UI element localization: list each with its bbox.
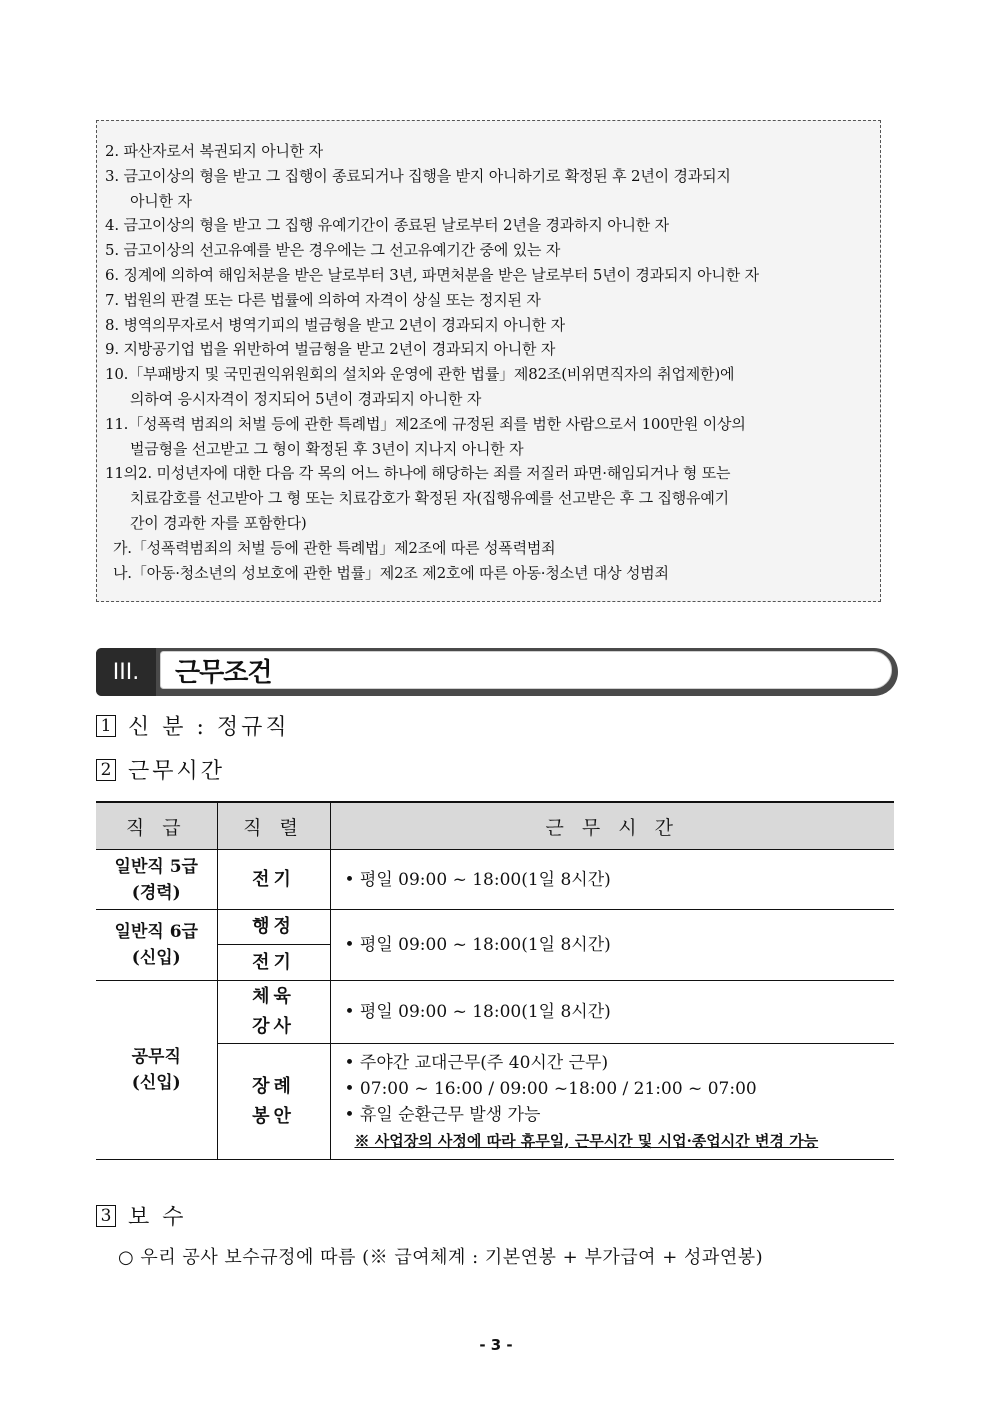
subheading-pay xyxy=(96,1200,187,1231)
subheading-status xyxy=(96,710,290,741)
grade-line: (신입) xyxy=(131,948,181,968)
header-grade: 직 급 xyxy=(96,802,217,850)
job-cell: 전기 xyxy=(217,850,330,910)
list-item: 간이 경과한 자를 포함한다) xyxy=(130,513,307,532)
subheading-hours xyxy=(96,754,225,785)
pay-description: ○ 우리 공사 보수규정에 따름 (※ 급여체계 : 기본연봉 + 부가급여 + 성과연봉) xyxy=(118,1247,764,1268)
list-item: 11의2. 미성년자에 대한 다음 각 목의 어느 하나에 해당하는 죄를 저질러 파면·해임되거나 형 또는 xyxy=(105,464,731,483)
job-line: 체육 xyxy=(252,986,295,1007)
grade-line: (경력) xyxy=(131,882,181,903)
list-item: 5. 금고이상의 선고유예를 받은 경우에는 그 선고유예기간 중에 있는 자 xyxy=(105,241,561,260)
subheading-pay-text: 보 수 xyxy=(128,1205,187,1230)
list-item: 7. 법원의 판결 또는 다른 법률에 의하여 자격이 상실 또는 정지된 자 xyxy=(105,290,541,309)
list-item: 10.「부패방지 및 국민권익위원회의 설치와 운영에 관한 법률」제82조(비위면직자의 취업제한)에 xyxy=(105,365,735,384)
list-item: 벌금형을 선고받고 그 형이 확정된 후 3년이 지나지 아니한 자 xyxy=(130,439,524,458)
number-box: 1 xyxy=(96,715,116,737)
number-box: 3 xyxy=(96,1205,116,1227)
work-hours-table xyxy=(96,801,894,1160)
header-hours: 근 무 시 간 xyxy=(330,802,894,850)
job-line: 장례 xyxy=(252,1075,295,1097)
grade-cell xyxy=(96,910,217,981)
table-row xyxy=(96,981,894,1044)
list-item: 가.「성폭력범죄의 처벌 등에 관한 특례법」제2조에 따른 성폭력범죄 xyxy=(113,538,556,557)
time-line: • 주야간 교대근무(주 40시간 근무) xyxy=(344,1052,609,1073)
section-title-box xyxy=(160,651,892,689)
table-header-row xyxy=(96,802,894,850)
list-item: 6. 징계에 의하여 해임처분을 받은 날로부터 3년, 파면처분을 받은 날로부터 5년이 경과되지 아니한 자 xyxy=(105,265,759,284)
subheading-hours-text: 근무시간 xyxy=(128,759,226,784)
time-cell xyxy=(330,1044,894,1160)
job-cell: 행정 xyxy=(217,910,330,945)
list-item: 나.「아동·청소년의 성보호에 관한 법률」제2조 제2호에 따른 아동·청소년 대상 성범죄 xyxy=(113,563,669,582)
time-line: • 휴일 순환근무 발생 가능 xyxy=(344,1104,541,1125)
list-item: 4. 금고이상의 형을 받고 그 집행 유예기간이 종료된 날로부터 2년을 경과하지 아니한 자 xyxy=(105,216,669,235)
time-line: • 07:00 ~ 16:00 / 09:00 ~18:00 / 21:00 ~ 07:00 xyxy=(344,1078,757,1099)
section-number: III. xyxy=(96,648,156,696)
list-item: 아니한 자 xyxy=(130,191,192,210)
job-line: 봉안 xyxy=(252,1105,295,1127)
table-note: ※ 사업장의 사정에 따라 휴무일, 근무시간 및 시업·종업시간 변경 가능 xyxy=(354,1131,819,1150)
time-cell: • 평일 09:00 ~ 18:00(1일 8시간) xyxy=(330,910,894,981)
grade-cell xyxy=(96,850,217,910)
list-item: 치료감호를 선고받아 그 형 또는 치료감호가 확정된 자(집행유예를 선고받은 후 그 집행유예기 xyxy=(130,489,729,508)
header-job: 직 렬 xyxy=(217,802,330,850)
grade-line: (신입) xyxy=(131,1073,181,1093)
job-cell xyxy=(217,981,330,1044)
page-number: - 3 - xyxy=(479,1336,513,1354)
number-box: 2 xyxy=(96,759,116,781)
grade-line: 공무직 xyxy=(131,1047,181,1067)
disqualification-list-box xyxy=(96,120,881,602)
time-cell: • 평일 09:00 ~ 18:00(1일 8시간) xyxy=(330,850,894,910)
time-cell: • 평일 09:00 ~ 18:00(1일 8시간) xyxy=(330,981,894,1044)
list-item: 의하여 응시자격이 정지되어 5년이 경과되지 아니한 자 xyxy=(130,389,482,408)
grade-line: 일반직 5급 xyxy=(114,856,198,877)
subheading-status-text: 신 분 : 정규직 xyxy=(128,715,290,740)
list-item: 11.「성폭력 범죄의 처벌 등에 관한 특례법」제2조에 규정된 죄를 범한 사람으로서 100만원 이상의 xyxy=(105,414,746,433)
section-header xyxy=(96,648,898,696)
section-title: 근무조건 xyxy=(175,657,272,688)
grade-cell xyxy=(96,981,217,1160)
list-item: 2. 파산자로서 복권되지 아니한 자 xyxy=(105,142,323,160)
job-cell: 전기 xyxy=(217,945,330,981)
list-item: 3. 금고이상의 형을 받고 그 집행이 종료되거나 집행을 받지 아니하기로 확정된 후 2년이 경과되지 xyxy=(105,166,731,185)
table-row xyxy=(96,850,894,910)
list-item: 8. 병역의무자로서 병역기피의 벌금형을 받고 2년이 경과되지 아니한 자 xyxy=(105,315,565,334)
table-row xyxy=(96,910,894,945)
list-item: 9. 지방공기업 법을 위반하여 벌금형을 받고 2년이 경과되지 아니한 자 xyxy=(105,340,556,359)
job-cell xyxy=(217,1044,330,1160)
job-line: 강사 xyxy=(252,1016,295,1037)
grade-line: 일반직 6급 xyxy=(114,922,198,942)
